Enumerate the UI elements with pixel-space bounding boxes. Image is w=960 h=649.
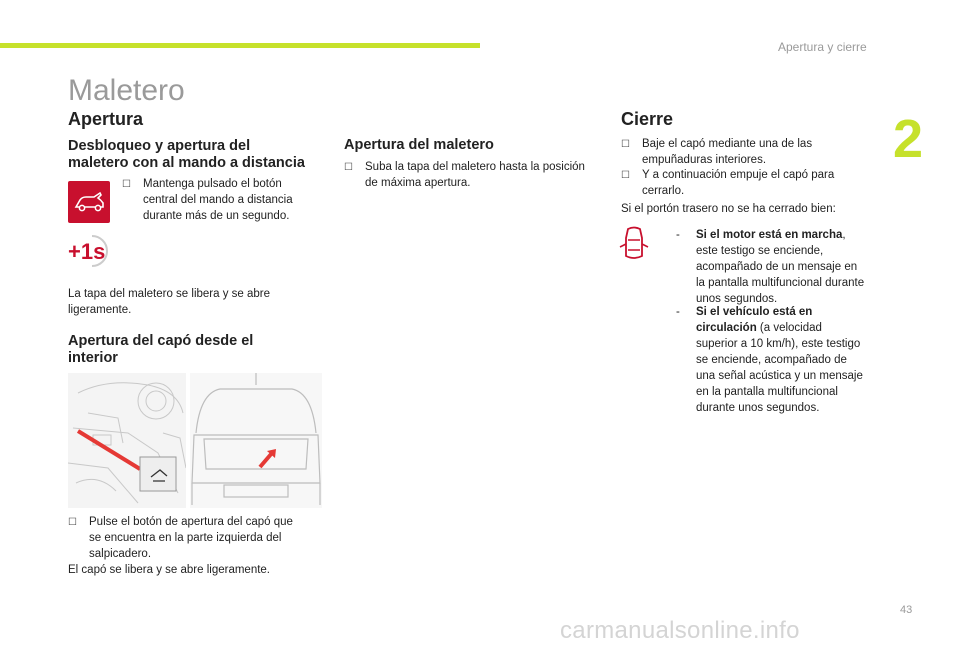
warning-intro: Si el portón trasero no se ha cerrado bien:	[621, 203, 836, 215]
page-number: 43	[900, 604, 913, 616]
svg-text:+1s: +1s	[68, 239, 106, 264]
checkbox-bullet-icon: ☐	[621, 170, 630, 181]
remote-instruction: ☐ Mantenga pulsado el botón central del mando a distancia durante más de un segundo.	[122, 178, 293, 222]
accent-bar	[0, 43, 480, 48]
subheading-remote: Desbloqueo y apertura del maletero con al mando a distancia	[68, 138, 305, 171]
car-hood-illustration	[190, 373, 322, 508]
checkbox-bullet-icon: ☐	[122, 179, 131, 190]
chapter-number: 2	[893, 109, 924, 169]
checkbox-bullet-icon: ☐	[621, 139, 630, 150]
warning-item-engine: - Si el motor está en marcha, este testigo se enciende, acompañado de un mensaje en la pantalla multifuncional durante unos segundos.	[676, 229, 865, 305]
close-step-2: ☐ Y a continuación empuje el capó para cerrarlo.	[621, 169, 835, 197]
section-header: Apertura y cierre	[778, 40, 867, 54]
dashboard-illustration	[68, 373, 186, 508]
plus-one-second-icon	[66, 233, 112, 269]
trunk-open-instruction: ☐ Suba la tapa del maletero hasta la posición de máxima apertura.	[344, 161, 585, 189]
page-title: Maletero	[68, 74, 185, 107]
subheading-hood: Apertura del capó desde el interior	[68, 333, 254, 366]
heading-apertura-maletero: Apertura del maletero	[344, 137, 494, 153]
hood-result-text: El capó se libera y se abre ligeramente.	[68, 564, 270, 576]
heading-apertura: Apertura	[68, 109, 144, 129]
trunk-remote-icon	[68, 181, 110, 223]
open-door-warning-icon	[619, 226, 649, 262]
checkbox-bullet-icon: ☐	[344, 162, 353, 173]
heading-cierre: Cierre	[621, 109, 674, 129]
warning-item-driving: - Si el vehículo está en circulación (a velocidad superior a 10 km/h), este testigo se enciende, acompañado de una señal acústica y un mensaje en la pantalla multifuncional durante unos segundos.	[676, 306, 863, 414]
close-step-1: ☐ Baje el capó mediante una de las empuñaduras interiores.	[621, 138, 813, 166]
checkbox-bullet-icon: ☐	[68, 517, 77, 528]
release-text: La tapa del maletero se libera y se abre ligeramente.	[68, 288, 271, 316]
hood-instruction: ☐ Pulse el botón de apertura del capó que se encuentra en la parte izquierda del salpicadero.	[68, 516, 293, 560]
watermark: carmanualsonline.info	[560, 617, 800, 644]
